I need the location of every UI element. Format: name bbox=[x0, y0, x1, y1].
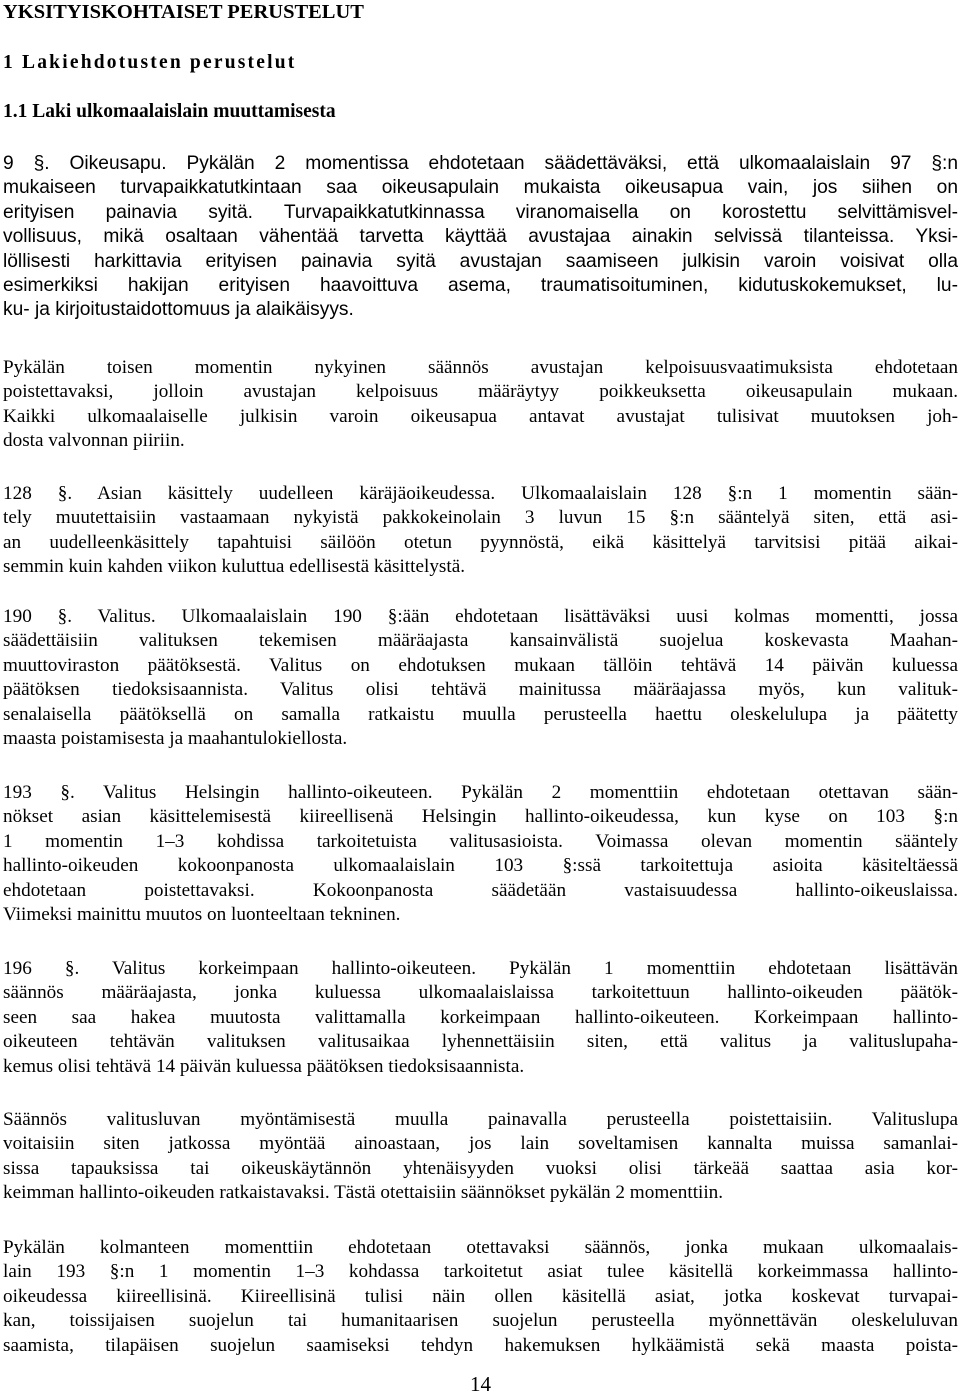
text-line: an uudelleenkäsittely tapahtuisi säilöön otetun pyynnöstä, eikä käsittelyä tarvitsisi pitää aikai- bbox=[3, 531, 958, 553]
text-line: erityisen painavia syitä. Turvapaikkatutkinnassa viranomaisella on korostettu selvittämisvel- bbox=[3, 201, 958, 223]
text-line: maasta poistamisesta ja maahantulokiellosta. bbox=[3, 728, 348, 750]
paragraph-9-oikeusapu bbox=[3, 152, 958, 323]
paragraph-valituslupa bbox=[3, 1108, 958, 1206]
text-line: oikeudessa kiireellisinä. Kiireellisinä tulisi näin ollen käsitellä asiat, jotka koskevat turvapai- bbox=[3, 1285, 958, 1307]
text-line: löllisesti harkittavia erityisen painavia syitä avustajan saamiseen julkisin varoin voisivat olla bbox=[3, 250, 958, 272]
text-line: säädettäisiin valituksen tekemisen määräajasta kansainvälistä suojelua koskevasta Maahan- bbox=[3, 630, 958, 652]
text-line: kemus olisi tehtävä 14 päivän kuluessa päätöksen tiedoksisaannista. bbox=[3, 1055, 525, 1077]
text-line: ehdotetaan poistettavaksi. Kokoonpanosta säädetään vastaisuudessa hallinto-oikeuslaissa. bbox=[3, 879, 958, 901]
text-line: päätöksen tiedoksisaannista. Valitus olisi tehtävä mainitussa määräajassa myös, kun valituk- bbox=[3, 679, 958, 701]
text-line: sissa tapauksissa tai oikeuskäytännön yhtenäisyyden vuoksi olisi tärkeää saattaa asia kor- bbox=[3, 1157, 958, 1179]
page-number: 14 bbox=[470, 1372, 491, 1396]
text-line: voitaisiin siten jatkossa myöntää ainoastaan, jos lain soveltamisen kannalta muissa samanlai- bbox=[3, 1133, 958, 1155]
section-heading: 1 Lakiehdotusten perustelut bbox=[3, 52, 297, 73]
paragraph-193 bbox=[3, 781, 958, 927]
text-line: oikeuteen tehtävän valituksen valitusaikaa lyhennettäisiin siten, että valitus ja valituslupaha- bbox=[3, 1031, 958, 1053]
paragraph-190 bbox=[3, 605, 958, 751]
main-heading: YKSITYISKOHTAISET PERUSTELUT bbox=[3, 1, 364, 23]
text-line: mukaiseen turvapaikkatutkintaan saa oikeusapulain mukaista oikeusapua vain, jos siihen on bbox=[3, 177, 958, 199]
text-line: ku- ja kirjoitustaidottomuus ja alaikäisyys. bbox=[3, 299, 354, 321]
text-line: 128 §. Asian käsittely uudelleen käräjäoikeudessa. Ulkomaalaislain 128 §:n 1 momentin sään- bbox=[3, 483, 958, 504]
text-line: Viimeksi mainittu muutos on luonteeltaan tekninen. bbox=[3, 904, 401, 926]
paragraph-toinen-momentti bbox=[3, 356, 958, 454]
text-line: senalaisella päätöksellä on samalla ratkaistu muulla perusteella haettu oleskelulupa ja päätetty bbox=[3, 703, 958, 725]
text-line: tely muutettaisiin vastaamaan nykyistä pakkokeinolain 3 luvun 15 §:n sääntelyä siten, että asi- bbox=[3, 507, 958, 529]
text-line: esimerkiksi hakijan erityisen haavoittuva asema, traumatisoituminen, kidutuskokemukset, lu- bbox=[3, 275, 958, 297]
text-line: seen saa hakea muutosta valittamalla korkeimpaan hallinto-oikeuteen. Korkeimpaan hallinto- bbox=[3, 1006, 958, 1028]
text-line: säännös määräajasta, jonka kuluessa ulkomaalaislaissa tarkoitettuun hallinto-oikeuden päätök- bbox=[3, 982, 958, 1004]
text-line: keimman hallinto-oikeuden ratkaistavaksi. Tästä otettaisiin säännökset pykälän 2 momenttiin. bbox=[3, 1182, 724, 1204]
text-line: saamista, tilapäisen suojelun saamiseksi tehdyn hakemuksen hylkäämistä sekä maasta poista- bbox=[3, 1334, 958, 1356]
text-line: poistettavaksi, jolloin avustajan kelpoisuus määräytyy poikkeuksetta oikeusapulain mukaan. bbox=[3, 381, 958, 403]
paragraph-kolmas-momentti bbox=[3, 1236, 958, 1358]
text-line: 9 §. Oikeusapu. Pykälän 2 momentissa ehdotetaan säädettäväksi, että ulkomaalaislain 97 §:n bbox=[3, 153, 958, 174]
text-line: Säännös valitusluvan myöntämisestä muulla painavalla perusteella poistettaisiin. Valituslupa bbox=[3, 1109, 958, 1130]
text-line: 190 §. Valitus. Ulkomaalaislain 190 §:ään ehdotetaan lisättäväksi uusi kolmas momentti, jossa bbox=[3, 606, 958, 627]
text-line: 196 §. Valitus korkeimpaan hallinto-oikeuteen. Pykälän 1 momenttiin ehdotetaan lisättävän bbox=[3, 958, 958, 979]
paragraph-128 bbox=[3, 482, 958, 580]
text-line: muuttoviraston päätöksestä. Valitus on ehdotuksen mukaan tällöin tehtävä 14 päivän kuluessa bbox=[3, 654, 958, 676]
text-line: kan, toissijaisen suojelun tai humanitaarisen suojelun perusteella myönnettävän oleskeluluvan bbox=[3, 1310, 958, 1332]
text-line: Pykälän kolmanteen momenttiin ehdotetaan otettavaksi säännös, jonka mukaan ulkomaalais- bbox=[3, 1237, 958, 1258]
text-line: dosta valvonnan piiriin. bbox=[3, 430, 185, 452]
text-line: lain 193 §:n 1 momentin 1–3 kohdassa tarkoitetut asiat tulee käsitellä korkeimmassa hallinto- bbox=[3, 1261, 958, 1283]
paragraph-196 bbox=[3, 957, 958, 1079]
subsection-heading: 1.1 Laki ulkomaalaislain muuttamisesta bbox=[3, 101, 336, 122]
text-line: Pykälän toisen momentin nykyinen säännös avustajan kelpoisuusvaatimuksista ehdotetaan bbox=[3, 357, 958, 378]
text-line: semmin kuin kahden viikon kuluttua edellisestä käsittelystä. bbox=[3, 556, 466, 578]
text-line: nökset asian käsittelemisestä kiireellisenä Helsingin hallinto-oikeudessa, kun kyse on 103 §:n bbox=[3, 806, 958, 828]
text-line: 193 §. Valitus Helsingin hallinto-oikeuteen. Pykälän 2 momenttiin ehdotetaan otettavan sään- bbox=[3, 782, 958, 803]
text-line: hallinto-oikeuden kokoonpanosta ulkomaalaislain 103 §:ssä tarkoitettuja asioita käsiteltäessä bbox=[3, 855, 958, 877]
text-line: 1 momentin 1–3 kohdissa tarkoitetuista valitusasioista. Voimassa olevan momentin sääntely bbox=[3, 830, 958, 852]
text-line: Kaikki ulkomaalaiselle julkisin varoin oikeusapua antavat avustajat tulisivat muutoksen joh- bbox=[3, 405, 958, 427]
text-line: vollisuus, mikä osaltaan vähentää tarvetta käyttää avustajaa ainakin selvissä tilanteissa. Yksi- bbox=[3, 226, 958, 248]
